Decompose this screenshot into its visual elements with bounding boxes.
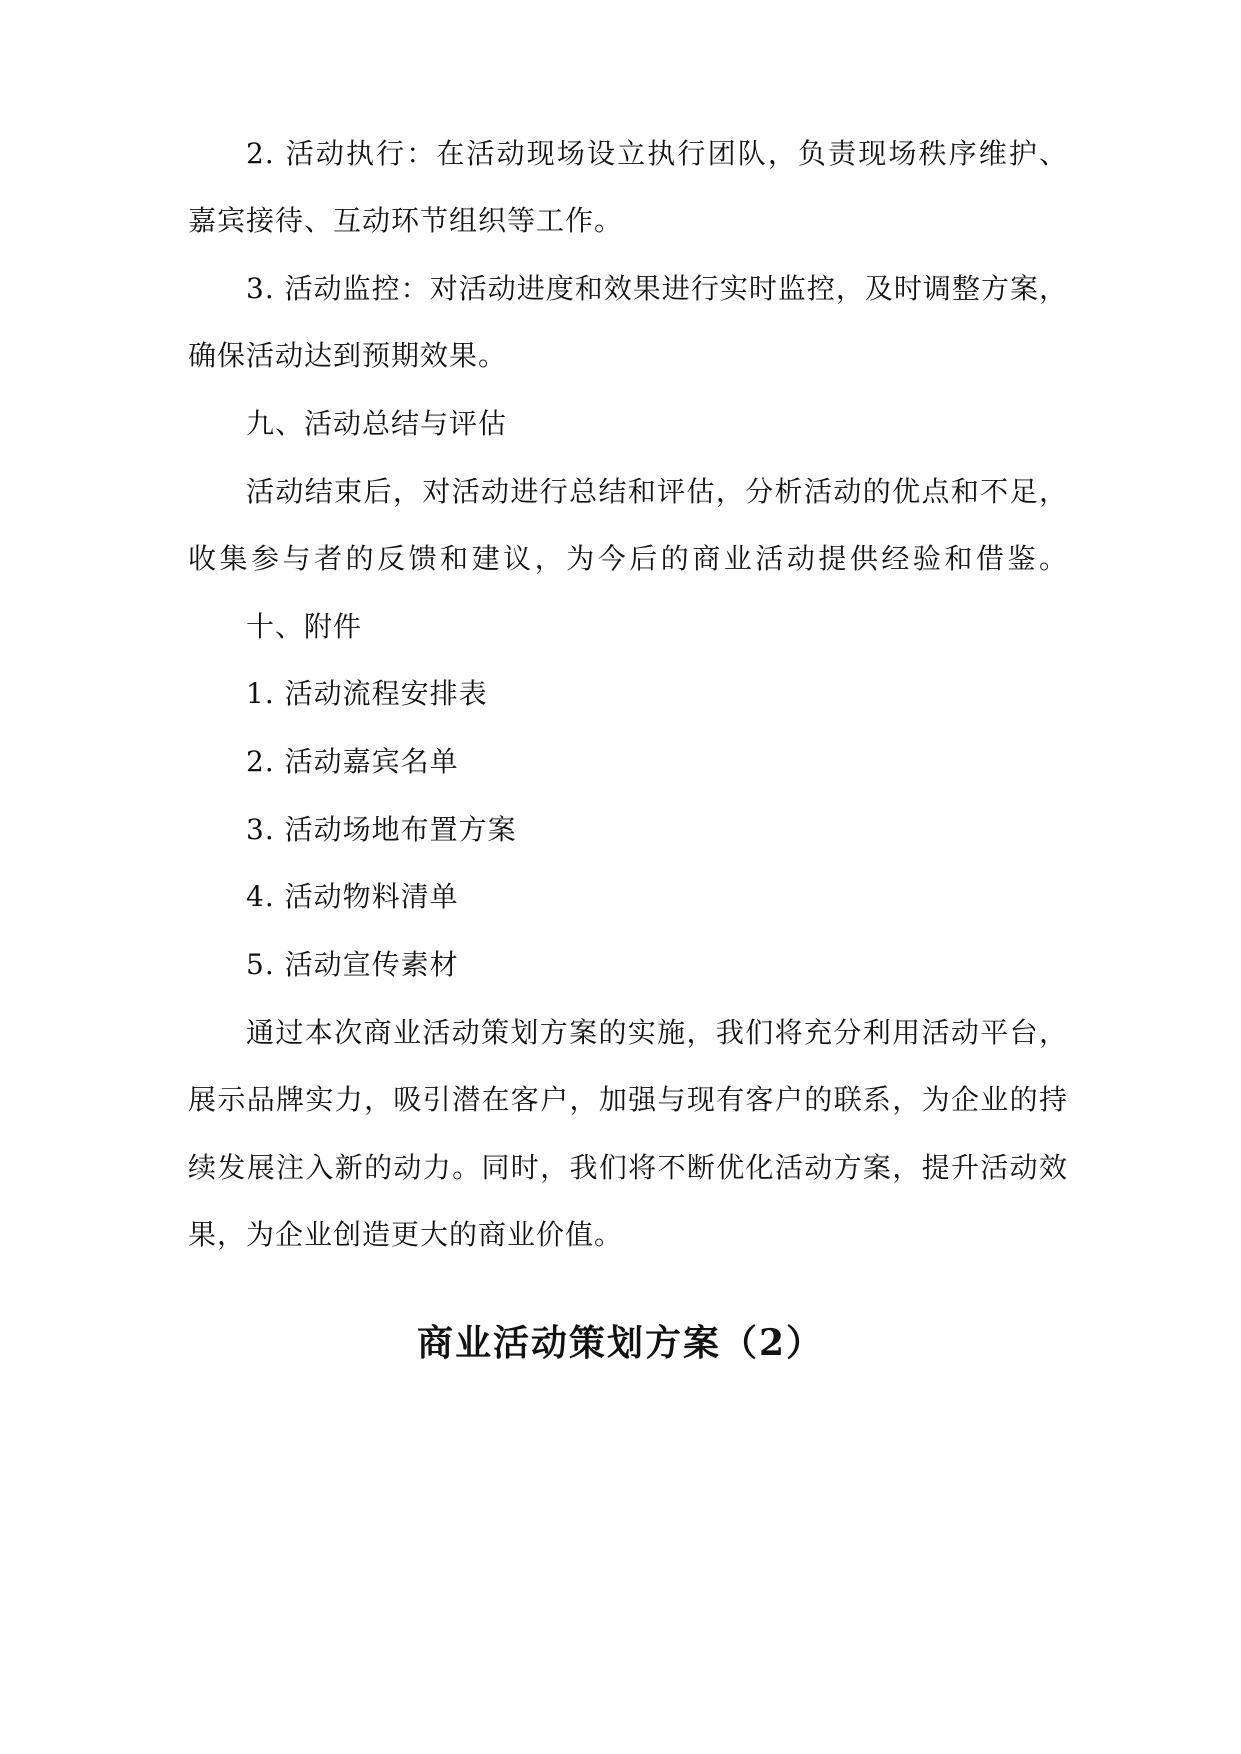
paragraph-line: 3. 活动监控：对活动进度和效果进行实时监控，及时调整方案， — [246, 272, 1068, 305]
paragraph-line: 续发展注入新的动力。同时，我们将不断优化活动方案，提升活动效 — [188, 1151, 1068, 1184]
paragraph-line: 通过本次商业活动策划方案的实施，我们将充分利用活动平台， — [246, 1016, 1068, 1049]
section-heading: 十、附件 — [246, 610, 363, 643]
paragraph-line: 收集参与者的反馈和建议，为今后的商业活动提供经验和借鉴。 — [188, 542, 1068, 575]
list-item: 2. 活动嘉宾名单 — [246, 745, 459, 778]
paragraph-line: 活动结束后，对活动进行总结和评估，分析活动的优点和不足， — [246, 475, 1068, 508]
paragraph-line: 展示品牌实力，吸引潜在客户，加强与现有客户的联系，为企业的持 — [188, 1083, 1068, 1116]
paragraph-line: 2. 活动执行：在活动现场设立执行团队，负责现场秩序维护、 — [246, 137, 1068, 170]
list-item: 5. 活动宣传素材 — [246, 948, 459, 981]
list-item: 1. 活动流程安排表 — [246, 677, 488, 710]
paragraph-line: 果，为企业创造更大的商业价值。 — [188, 1218, 624, 1251]
paragraph-line: 确保活动达到预期效果。 — [188, 339, 508, 372]
list-item: 4. 活动物料清单 — [246, 880, 459, 913]
list-item: 3. 活动场地布置方案 — [246, 813, 517, 846]
section-heading: 九、活动总结与评估 — [246, 407, 508, 440]
paragraph-line: 嘉宾接待、互动环节组织等工作。 — [188, 204, 624, 237]
document-section-title: 商业活动策划方案（2） — [416, 1322, 825, 1364]
